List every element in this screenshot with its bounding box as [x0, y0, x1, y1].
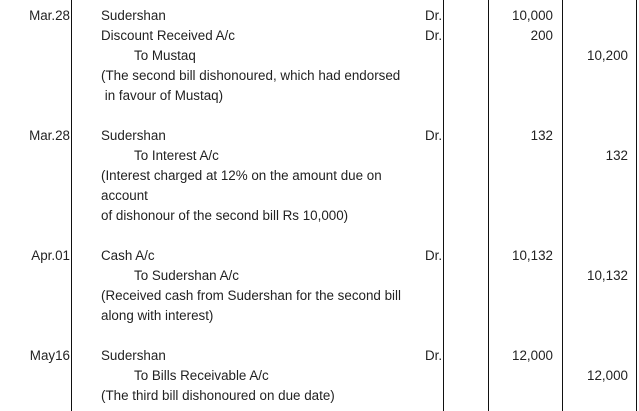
particulars-line: To Bills Receivable A/c: [134, 368, 269, 383]
particulars-line: Cash A/c: [101, 248, 155, 263]
entry-date: Apr.01: [31, 248, 70, 263]
narration-line: of dishonour of the second bill Rs 10,000): [101, 208, 349, 223]
narration-line: (The second bill dishonoured, which had endorsed: [101, 68, 401, 83]
particulars-line: To Sudershan A/c: [134, 268, 239, 283]
particulars-line: Sudershan: [101, 128, 166, 143]
particulars-line: To Mustaq: [134, 48, 196, 63]
debit-marker: Dr.: [425, 248, 443, 263]
credit-amount: 10,200: [587, 48, 628, 63]
column-divider-lf: [443, 0, 444, 411]
particulars-line: Sudershan: [101, 348, 166, 363]
narration-line: (Received cash from Sudershan for the second bill: [101, 288, 401, 303]
entry-date: Mar.28: [29, 8, 70, 23]
narration-line: in favour of Mustaq): [101, 88, 224, 103]
debit-amount: 200: [530, 28, 553, 43]
debit-marker: Dr.: [425, 348, 443, 363]
narration-line: account: [101, 188, 148, 203]
credit-amount: 10,132: [587, 268, 628, 283]
column-divider-credit: [562, 0, 563, 411]
entry-date: May16: [29, 348, 70, 363]
particulars-line: Discount Received A/c: [101, 28, 235, 43]
column-divider-debit: [488, 0, 489, 411]
particulars-line: Sudershan: [101, 8, 166, 23]
entry-date: Mar.28: [29, 128, 70, 143]
debit-marker: Dr.: [425, 28, 443, 43]
debit-amount: 132: [530, 128, 553, 143]
particulars-line: To Interest A/c: [134, 148, 219, 163]
debit-amount: 10,000: [512, 8, 553, 23]
narration-line: (Interest charged at 12% on the amount due on: [101, 168, 382, 183]
debit-marker: Dr.: [425, 8, 443, 23]
column-divider-date: [71, 0, 72, 411]
debit-amount: 12,000: [512, 348, 553, 363]
narration-line: along with interest): [101, 308, 214, 323]
credit-amount: 132: [605, 148, 628, 163]
debit-marker: Dr.: [425, 128, 443, 143]
debit-amount: 10,132: [512, 248, 553, 263]
credit-amount: 12,000: [587, 368, 628, 383]
narration-line: (The third bill dishonoured on due date): [101, 388, 335, 403]
column-divider-right: [636, 0, 637, 411]
